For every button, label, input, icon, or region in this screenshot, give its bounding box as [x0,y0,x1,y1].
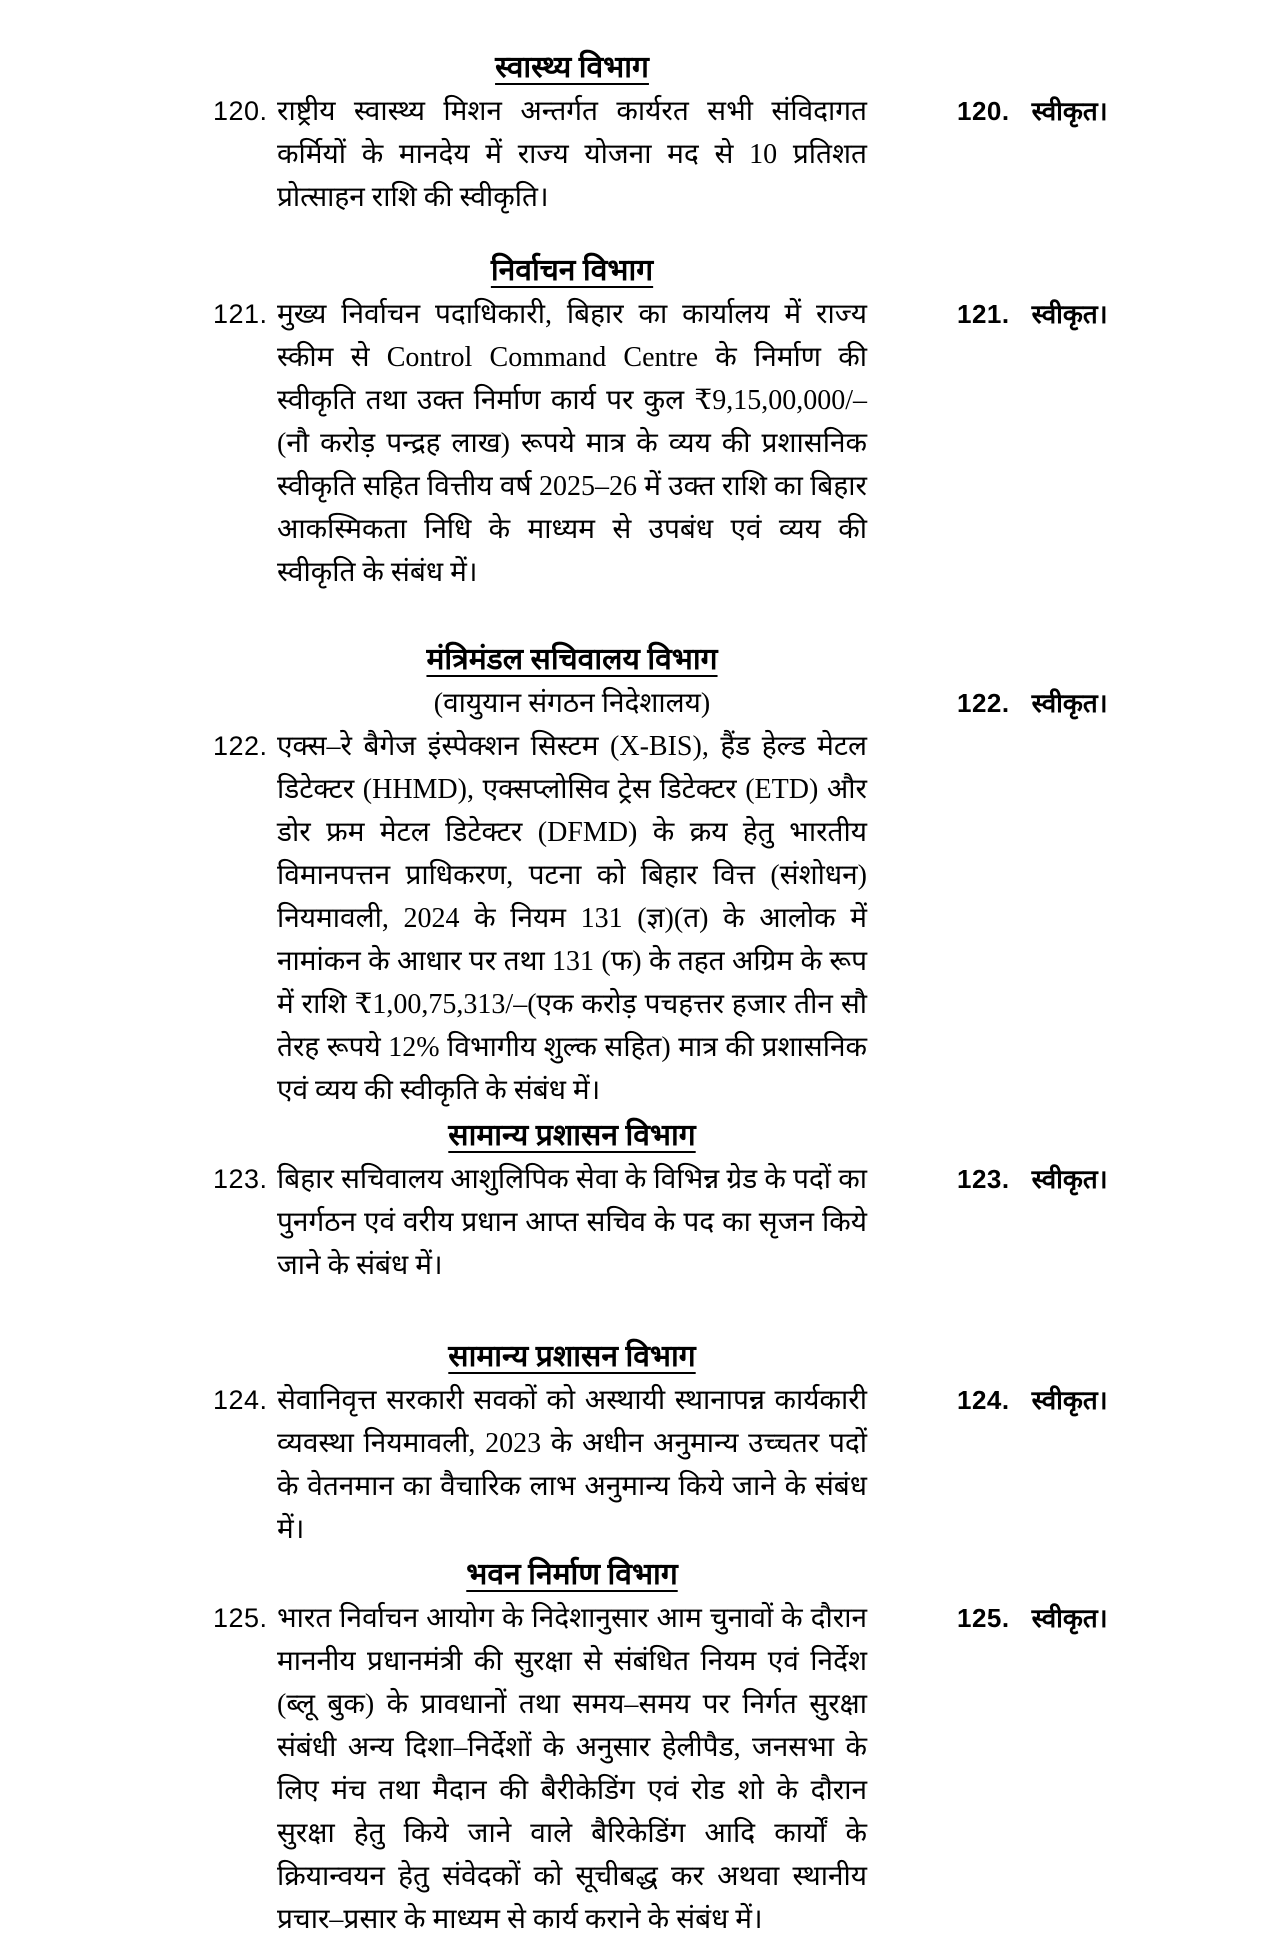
department-heading: भवन निर्माण विभाग [466,1558,678,1591]
item-text: बिहार सचिवालय आशुलिपिक सेवा के विभिन्न ग्रेड के पदों का पुनर्गठन एवं वरीय प्रधान आप्त सचिव के पद का सृजन किये जाने के संबंध में। [277,1164,867,1281]
item-number: 123. [213,1164,268,1194]
department-subheading: (वायुयान संगठन निदेशालय) [433,688,711,719]
approval-status: स्वीकृत। [1031,97,1108,126]
approval-number: 122. [957,688,1010,718]
item-number: 120. [213,96,268,126]
heading-row [213,1114,1275,1158]
section-election-department [213,249,1275,594]
heading-row [213,638,1275,725]
item-text: भारत निर्वाचन आयोग के निदेशानुसार आम चुनावों के दौरान माननीय प्रधानमंत्री की सुरक्षा से संबंधित नियम एवं निर्देश (ब्लू बुक) के प्रावधानों तथा समय–समय पर निर्गत सुरक्षा संबंधी अन्य दिशा–निर्देशों के अनुसार हेलीपैड, जनसभा के लिए मंच तथा मैदान की बैरीकेडिंग एवं रोड शो के दौरान सुरक्षा हेतु किये जाने वाले बैरिकेडिंग आदि कार्यों के क्रियान्वयन हेतु संवेदकों को सूचीबद्ध कर अथवा स्थानीय प्रचार–प्रसार के माध्यम से कार्य कराने के संबंध में। [277,1603,867,1935]
approval-entry [957,90,1275,133]
item-number: 125. [213,1603,268,1633]
department-heading: स्वास्थ्य विभाग [495,51,649,84]
item-row [213,725,1275,1112]
approval-number: 121. [957,299,1010,329]
section-general-administration-department-2 [213,1335,1275,1551]
approval-status: स्वीकृत। [1031,1165,1108,1194]
approval-entry [957,682,1275,725]
approval-status: स्वीकृत। [1031,1386,1108,1415]
approval-number: 124. [957,1385,1010,1415]
section-health-department [213,46,1275,219]
department-heading: सामान्य प्रशासन विभाग [448,1119,696,1152]
item-number: 122. [213,731,268,761]
approval-entry [957,293,1275,336]
item-row [213,90,1275,219]
approval-number: 120. [957,96,1010,126]
item-text: सेवानिवृत्त सरकारी सवकों को अस्थायी स्थानापन्न कार्यकारी व्यवस्था नियमावली, 2023 के अधीन अनुमान्य उच्चतर पदों के वेतनमान का वैचारिक लाभ अनुमान्य किये जाने के संबंध में। [277,1385,867,1545]
item-row [213,1597,1275,1941]
section-building-construction-department [213,1553,1275,1941]
department-heading: मंत्रिमंडल सचिवालय विभाग [426,643,718,676]
department-heading: सामान्य प्रशासन विभाग [448,1340,696,1373]
item-row [213,1379,1275,1551]
item-row [213,1158,1275,1287]
item-text: राष्ट्रीय स्वास्थ्य मिशन अन्तर्गत कार्यरत सभी संविदागत कर्मियों के मानदेय में राज्य योजना मद से 10 प्रतिशत प्रोत्साहन राशि की स्वीकृति। [277,96,867,213]
item-row [213,293,1275,594]
heading-row [213,1335,1275,1379]
approval-status: स्वीकृत। [1031,300,1108,329]
approval-entry [957,1158,1275,1201]
heading-row [213,1553,1275,1597]
item-text: मुख्य निर्वाचन पदाधिकारी, बिहार का कार्यालय में राज्य स्कीम से Control Command Centre के निर्माण की स्वीकृति तथा उक्त निर्माण कार्य पर कुल ₹9,15,00,000/–(नौ करोड़ पन्द्रह लाख) रूपये मात्र के व्यय की प्रशासनिक स्वीकृति सहित वित्तीय वर्ष 2025–26 में उक्त राशि का बिहार आकस्मिकता निधि के माध्यम से उपबंध एवं व्यय की स्वीकृति के संबंध में। [277,299,867,588]
approval-status: स्वीकृत। [1031,1604,1108,1633]
department-heading: निर्वाचन विभाग [490,254,654,287]
item-number: 124. [213,1385,268,1415]
approval-entry [957,1379,1275,1422]
heading-row [213,249,1275,293]
section-cabinet-secretariat-department [213,638,1275,1112]
heading-row [213,46,1275,90]
approval-number: 123. [957,1164,1010,1194]
approval-status: स्वीकृत। [1031,689,1108,718]
approval-number: 125. [957,1603,1010,1633]
item-text: एक्स–रे बैगेज इंस्पेक्शन सिस्टम (X-BIS), हैंड हेल्ड मेटल डिटेक्टर (HHMD), एक्सप्लोसिव ट्रेस डिटेक्टर (ETD) और डोर फ्रम मेटल डिटेक्टर (DFMD) के क्रय हेतु भारतीय विमानपत्तन प्राधिकरण, पटना को बिहार वित्त (संशोधन) नियमावली, 2024 के नियम 131 (ज्ञ)(त) के आलोक में नामांकन के आधार पर तथा 131 (फ) के तहत अग्रिम के रूप में राशि ₹1,00,75,313/–(एक करोड़ पचहत्तर हजार तीन सौ तेरह रूपये 12% विभागीय शुल्क सहित) मात्र की प्रशासनिक एवं व्यय की स्वीकृति के संबंध में। [277,731,867,1106]
approval-entry [957,1597,1275,1640]
section-general-administration-department [213,1114,1275,1287]
item-number: 121. [213,299,268,329]
